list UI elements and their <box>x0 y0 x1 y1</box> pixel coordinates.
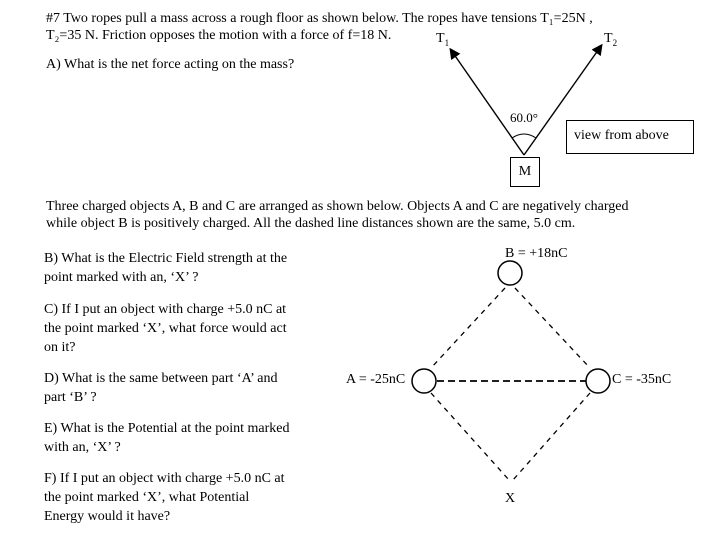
t1-label: $T_1$ <box>436 31 450 48</box>
question-d-line1: D) What is the same between part ‘A’ and <box>44 371 278 386</box>
t2-label: $T_2$ <box>604 31 618 48</box>
question-c-line1: C) If I put an object with charge +5.0 nC at <box>44 302 287 317</box>
dash-c-x <box>513 393 590 480</box>
charges-intro-line1: Three charged objects A, B and C are arranged as shown below. Objects A and C are negatively charged <box>46 199 629 214</box>
question-c-line3: on it? <box>44 340 76 355</box>
label-a: A = -25nC <box>346 372 406 387</box>
charge-a-circle <box>412 369 436 393</box>
question-f-line1: F) If I put an object with charge +5.0 nC at <box>44 471 285 486</box>
view-from-above-note: view from above <box>566 120 694 154</box>
question-b-line1: B) What is the Electric Field strength at the <box>44 251 288 266</box>
problem7-line1: #7 Two ropes pull a mass across a rough floor as shown below. The ropes have tensions T₁=25N , <box>46 11 593 26</box>
question-c-line2: the point marked ‘X’, what force would act <box>44 321 287 336</box>
charges-intro-line2: while object B is positively charged. All the dashed line distances shown are the same, 5.0 cm. <box>46 216 576 231</box>
mass-box: M <box>510 157 540 187</box>
dash-b-a <box>431 288 505 368</box>
question-a: A) What is the net force acting on the mass? <box>46 57 295 72</box>
angle-label: 60.0° <box>506 109 542 126</box>
question-f-line2: the point marked ‘X’, what Potential <box>44 490 250 505</box>
question-b-line2: point marked with an, ‘X’ ? <box>44 270 199 285</box>
label-x: X <box>505 491 516 506</box>
label-b: B = +18nC <box>505 246 568 261</box>
question-e-line2: with an, ‘X’ ? <box>44 440 121 455</box>
question-f-line3: Energy would it have? <box>44 509 171 524</box>
dash-b-c <box>515 288 590 368</box>
charge-c-circle <box>586 369 610 393</box>
label-c: C = -35nC <box>612 372 672 387</box>
charge-b-circle <box>498 261 522 285</box>
dash-a-x <box>431 393 509 480</box>
problem7-line2: T₂=35 N. Friction opposes the motion with a force of f=18 N. <box>46 28 392 43</box>
question-e-line1: E) What is the Potential at the point marked <box>44 421 290 436</box>
question-d-line2: part ‘B’ ? <box>44 390 97 405</box>
